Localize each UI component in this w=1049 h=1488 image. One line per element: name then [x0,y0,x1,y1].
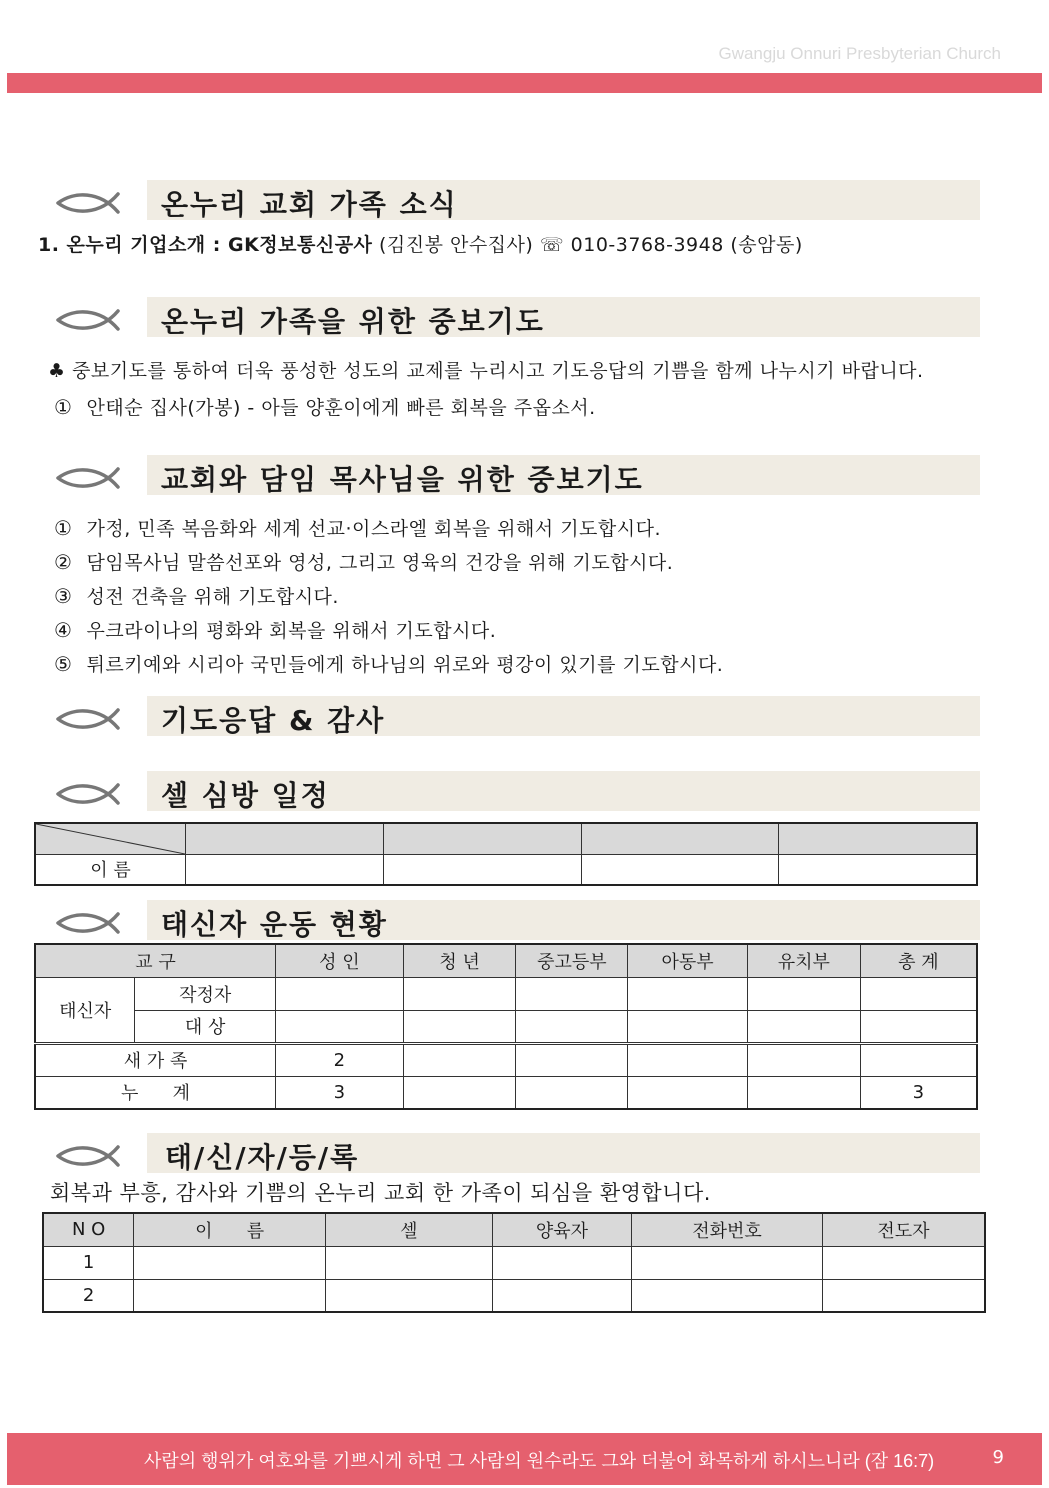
table-cell [186,823,384,855]
row-label: 새 가 족 [35,1043,276,1076]
section-title: 온누리 교회 가족 소식 [161,188,458,221]
section-family-prayer-header [56,297,980,337]
welcome-message: 회복과 부흥, 감사와 기쁨의 온누리 교회 한 가족이 되심을 환영합니다. [50,1181,711,1205]
table-cell [134,1246,326,1279]
table-cell [632,1279,823,1312]
section-title-box [147,900,980,940]
family-prayer-item: ① 안태순 집사(가봉) - 아들 양훈이에게 빠른 회복을 주옵소서. [54,395,596,419]
table-cell [628,1076,748,1109]
column-header: 교 구 [35,944,276,977]
top-accent-bar [7,73,1042,93]
table-header-row [43,1213,985,1246]
fish-icon [56,780,124,808]
row-number: 1 [43,1246,134,1279]
table-cell: 2 [276,1043,404,1076]
page-number: 9 [992,1447,1004,1468]
fish-icon [56,189,124,217]
business-intro: 1. 온누리 기업소개 : GK정보통신공사 (김진봉 안수집사) ☏ 010-3768-3948 (송암동) [38,234,803,256]
section-title-box [147,455,980,495]
table-cell [582,855,779,885]
table-cell [403,1043,516,1076]
section-cell-visit-header [56,771,980,811]
table-row [35,977,977,1010]
table-cell [325,1246,492,1279]
section-title-box [147,771,980,811]
church-prayer-item: ① 가정, 민족 복음화와 세계 선교·이스라엘 회복을 위해서 기도합시다. [54,516,662,540]
table-row [35,1076,977,1109]
table-row [35,855,977,885]
table-cell [276,977,404,1010]
row-label: 누 계 [35,1076,276,1109]
group-label: 태신자 [35,977,135,1043]
table-cell [628,977,748,1010]
table-cell [779,823,977,855]
column-header: 전화번호 [632,1213,823,1246]
church-name: Gwangju Onnuri Presbyterian Church [718,44,1001,63]
table-cell [403,977,516,1010]
table-cell [516,1043,628,1076]
fish-icon [56,306,124,334]
column-header: 셀 [325,1213,492,1246]
table-cell [747,1043,860,1076]
evangelism-table [34,943,978,1110]
table-cell [134,1279,326,1312]
table-cell [186,855,384,885]
table-cell [492,1279,632,1312]
table-cell [628,1010,748,1043]
row-label: 대 상 [135,1010,276,1043]
section-title: 기도응답 & 감사 [161,704,386,737]
row-number: 2 [43,1279,134,1312]
section-registration-header [56,1133,980,1173]
table-cell [516,1076,628,1109]
section-title: 교회와 담임 목사님을 위한 중보기도 [161,463,644,496]
table-cell [403,1076,516,1109]
table-cell [492,1246,632,1279]
column-header: 중고등부 [516,944,628,977]
fish-icon [56,705,124,733]
table-cell [582,823,779,855]
church-prayer-item: ④ 우크라이나의 평화와 회복을 위해서 기도합시다. [54,618,497,642]
table-cell [403,1010,516,1043]
column-header: 양육자 [492,1213,632,1246]
table-cell [822,1279,985,1312]
section-title-box [147,180,980,220]
section-thanks-header [56,696,980,736]
table-cell [325,1279,492,1312]
column-header: N O [43,1213,134,1246]
section-church-prayer-header [56,455,980,495]
column-header: 아동부 [628,944,748,977]
column-header: 전도자 [822,1213,985,1246]
diagonal-cell [35,823,186,855]
fish-icon [56,1142,124,1170]
table-cell [822,1246,985,1279]
column-header: 총 계 [860,944,977,977]
fish-icon [56,909,124,937]
column-header: 청 년 [403,944,516,977]
section-title-box [147,696,980,736]
registration-table [42,1212,986,1313]
table-cell [384,855,582,885]
table-cell [860,1043,977,1076]
family-prayer-intro: ♣ 중보기도를 통하여 더욱 풍성한 성도의 교제를 누리시고 기도응답의 기쁨을 함께 나누시기 바랍니다. [48,360,924,382]
section-title: 셀 심방 일정 [161,779,330,812]
row-label: 작정자 [135,977,276,1010]
church-prayer-item: ③ 성전 건축을 위해 기도합시다. [54,584,339,608]
footer-bar [7,1433,1042,1485]
table-row [43,1279,985,1312]
column-header: 이 름 [134,1213,326,1246]
section-title-box [147,297,980,337]
church-prayer-item: ⑤ 튀르키예와 시리아 국민들에게 하나님의 위로와 평강이 있기를 기도합시다. [54,652,724,676]
table-row [35,823,977,855]
table-cell [516,1010,628,1043]
table-cell [516,977,628,1010]
table-cell [860,977,977,1010]
table-cell: 3 [276,1076,404,1109]
table-cell: 3 [860,1076,977,1109]
table-cell [632,1246,823,1279]
table-row [35,1010,977,1043]
table-cell [779,855,977,885]
footer-verse: 사람의 행위가 여호와를 기쁘시게 하면 그 사람의 원수라도 그와 더불어 화목하게 하시느니라 (잠 16:7) [144,1451,935,1471]
section-news-header [56,180,980,220]
table-row [43,1246,985,1279]
cell-visit-table [34,822,978,886]
table-cell [276,1010,404,1043]
section-title-box [147,1133,980,1173]
fish-icon [56,464,124,492]
section-title: 태신자 운동 현황 [161,908,388,941]
section-title: 태/신/자/등/록 [165,1141,360,1174]
section-title: 온누리 가족을 위한 중보기도 [161,305,545,338]
section-evangelism-header [56,900,980,940]
table-cell [384,823,582,855]
diagonal-line [36,824,185,854]
table-row [35,1043,977,1076]
church-prayer-item: ② 담임목사님 말씀선포와 영성, 그리고 영육의 건강을 위해 기도합시다. [54,550,674,574]
table-cell [747,977,860,1010]
table-cell [747,1010,860,1043]
row-label: 이 름 [35,855,186,885]
column-header: 유치부 [747,944,860,977]
table-header-row [35,944,977,977]
table-cell [747,1076,860,1109]
table-cell [628,1043,748,1076]
table-cell [860,1010,977,1043]
column-header: 성 인 [276,944,404,977]
